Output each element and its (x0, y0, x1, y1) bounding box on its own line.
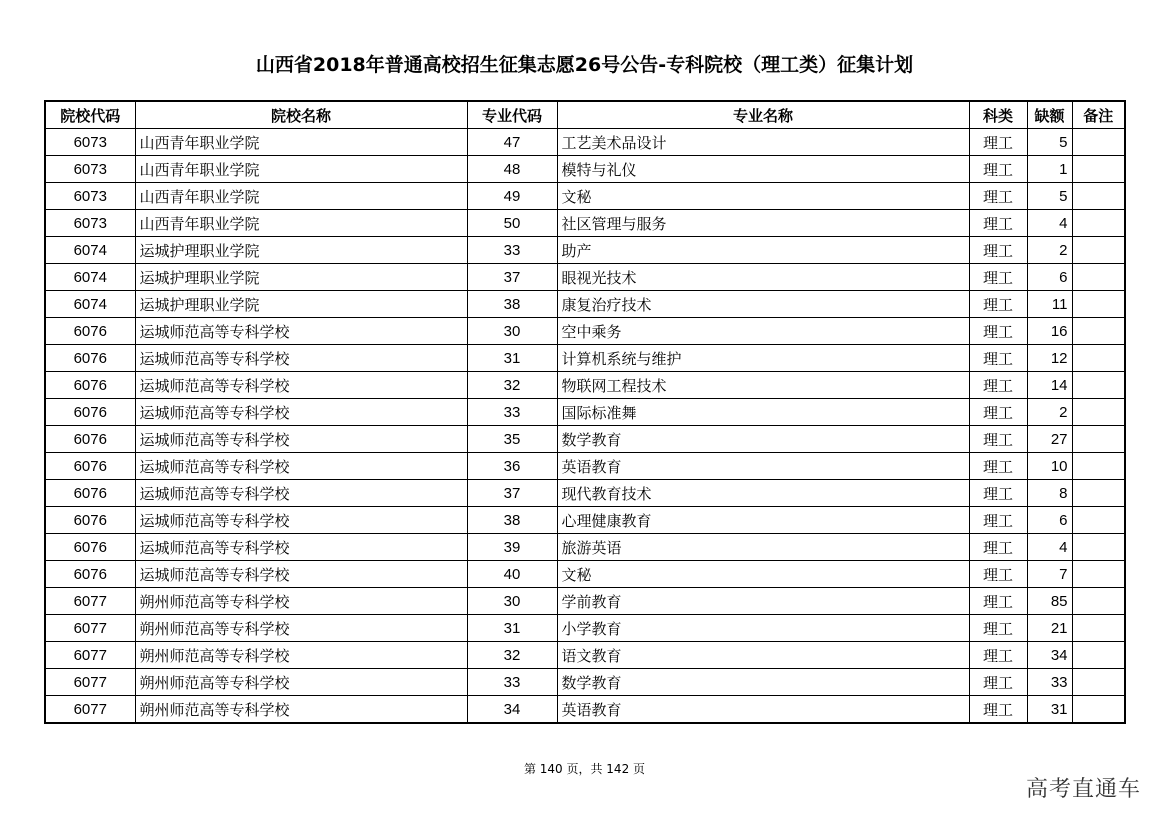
category-cell: 理工 (969, 480, 1027, 507)
category-cell: 理工 (969, 291, 1027, 318)
category-cell: 理工 (969, 399, 1027, 426)
major-code-cell: 38 (467, 507, 557, 534)
vacancy-cell: 1 (1027, 156, 1072, 183)
major-code-cell: 31 (467, 615, 557, 642)
table-row (45, 480, 1125, 507)
school-name-cell: 山西青年职业学院 (135, 183, 467, 210)
note-cell (1072, 615, 1125, 642)
major-code-cell: 32 (467, 642, 557, 669)
table-row (45, 183, 1125, 210)
vacancy-cell: 12 (1027, 345, 1072, 372)
note-cell (1072, 237, 1125, 264)
note-cell (1072, 156, 1125, 183)
vacancy-cell: 2 (1027, 237, 1072, 264)
school-code-cell: 6076 (45, 318, 135, 345)
school-name-cell: 朔州师范高等专科学校 (135, 696, 467, 724)
vacancy-cell: 2 (1027, 399, 1072, 426)
note-cell (1072, 480, 1125, 507)
vacancy-cell: 7 (1027, 561, 1072, 588)
school-code-cell: 6076 (45, 345, 135, 372)
category-cell: 理工 (969, 642, 1027, 669)
major-code-cell: 37 (467, 480, 557, 507)
vacancy-cell: 27 (1027, 426, 1072, 453)
major-code-cell: 35 (467, 426, 557, 453)
school-code-cell: 6077 (45, 669, 135, 696)
school-code-cell: 6076 (45, 480, 135, 507)
vacancy-cell: 21 (1027, 615, 1072, 642)
school-code-cell: 6076 (45, 426, 135, 453)
vacancy-cell: 4 (1027, 534, 1072, 561)
note-cell (1072, 507, 1125, 534)
vacancy-cell: 6 (1027, 507, 1072, 534)
vacancy-cell: 16 (1027, 318, 1072, 345)
category-cell: 理工 (969, 156, 1027, 183)
table-row (45, 615, 1125, 642)
table-row (45, 345, 1125, 372)
major-name-cell: 现代教育技术 (557, 480, 969, 507)
school-code-cell: 6074 (45, 237, 135, 264)
note-cell (1072, 264, 1125, 291)
table-row (45, 372, 1125, 399)
major-code-cell: 33 (467, 237, 557, 264)
major-code-cell: 40 (467, 561, 557, 588)
school-code-cell: 6073 (45, 183, 135, 210)
school-name-cell: 运城师范高等专科学校 (135, 345, 467, 372)
major-name-cell: 学前教育 (557, 588, 969, 615)
school-code-cell: 6077 (45, 588, 135, 615)
category-cell: 理工 (969, 237, 1027, 264)
note-cell (1072, 399, 1125, 426)
vacancy-cell: 5 (1027, 129, 1072, 156)
note-cell (1072, 642, 1125, 669)
vacancy-cell: 31 (1027, 696, 1072, 724)
vacancy-cell: 10 (1027, 453, 1072, 480)
header-school-code: 院校代码 (45, 101, 135, 129)
school-code-cell: 6074 (45, 291, 135, 318)
note-cell (1072, 372, 1125, 399)
header-note: 备注 (1072, 101, 1125, 129)
category-cell: 理工 (969, 669, 1027, 696)
school-name-cell: 运城师范高等专科学校 (135, 480, 467, 507)
header-school-name: 院校名称 (135, 101, 467, 129)
vacancy-cell: 5 (1027, 183, 1072, 210)
table-row (45, 129, 1125, 156)
vacancy-cell: 85 (1027, 588, 1072, 615)
major-name-cell: 数学教育 (557, 669, 969, 696)
note-cell (1072, 669, 1125, 696)
major-name-cell: 社区管理与服务 (557, 210, 969, 237)
note-cell (1072, 183, 1125, 210)
note-cell (1072, 129, 1125, 156)
table-row (45, 426, 1125, 453)
major-name-cell: 国际标准舞 (557, 399, 969, 426)
table-row (45, 588, 1125, 615)
school-code-cell: 6074 (45, 264, 135, 291)
note-cell (1072, 534, 1125, 561)
vacancy-cell: 14 (1027, 372, 1072, 399)
school-name-cell: 运城师范高等专科学校 (135, 453, 467, 480)
category-cell: 理工 (969, 588, 1027, 615)
school-name-cell: 运城师范高等专科学校 (135, 534, 467, 561)
major-code-cell: 33 (467, 669, 557, 696)
note-cell (1072, 318, 1125, 345)
header-major-code: 专业代码 (467, 101, 557, 129)
page-number: 第 140 页，共 142 页 (523, 762, 646, 776)
table-row (45, 237, 1125, 264)
school-name-cell: 山西青年职业学院 (135, 129, 467, 156)
major-name-cell: 计算机系统与维护 (557, 345, 969, 372)
major-code-cell: 32 (467, 372, 557, 399)
table-row (45, 534, 1125, 561)
vacancy-cell: 6 (1027, 264, 1072, 291)
table-header-row (45, 101, 1125, 129)
note-cell (1072, 588, 1125, 615)
major-name-cell: 眼视光技术 (557, 264, 969, 291)
major-code-cell: 47 (467, 129, 557, 156)
school-name-cell: 山西青年职业学院 (135, 156, 467, 183)
category-cell: 理工 (969, 129, 1027, 156)
major-name-cell: 康复治疗技术 (557, 291, 969, 318)
major-code-cell: 50 (467, 210, 557, 237)
vacancy-cell: 4 (1027, 210, 1072, 237)
category-cell: 理工 (969, 183, 1027, 210)
major-code-cell: 30 (467, 588, 557, 615)
school-code-cell: 6076 (45, 399, 135, 426)
enrollment-plan-table (44, 100, 1126, 724)
category-cell: 理工 (969, 210, 1027, 237)
major-name-cell: 小学教育 (557, 615, 969, 642)
major-name-cell: 文秘 (557, 561, 969, 588)
major-name-cell: 英语教育 (557, 453, 969, 480)
table-row (45, 696, 1125, 724)
major-name-cell: 物联网工程技术 (557, 372, 969, 399)
category-cell: 理工 (969, 534, 1027, 561)
vacancy-cell: 33 (1027, 669, 1072, 696)
school-name-cell: 朔州师范高等专科学校 (135, 588, 467, 615)
major-name-cell: 工艺美术品设计 (557, 129, 969, 156)
table-row (45, 291, 1125, 318)
vacancy-cell: 8 (1027, 480, 1072, 507)
major-code-cell: 48 (467, 156, 557, 183)
school-code-cell: 6073 (45, 210, 135, 237)
school-code-cell: 6076 (45, 453, 135, 480)
school-name-cell: 运城师范高等专科学校 (135, 318, 467, 345)
table-row (45, 453, 1125, 480)
header-category: 科类 (969, 101, 1027, 129)
school-name-cell: 运城护理职业学院 (135, 291, 467, 318)
school-code-cell: 6073 (45, 156, 135, 183)
major-name-cell: 数学教育 (557, 426, 969, 453)
major-code-cell: 34 (467, 696, 557, 724)
school-name-cell: 运城师范高等专科学校 (135, 426, 467, 453)
table-row (45, 642, 1125, 669)
category-cell: 理工 (969, 264, 1027, 291)
table-row (45, 318, 1125, 345)
major-code-cell: 39 (467, 534, 557, 561)
category-cell: 理工 (969, 615, 1027, 642)
major-code-cell: 36 (467, 453, 557, 480)
table-row (45, 156, 1125, 183)
major-code-cell: 30 (467, 318, 557, 345)
major-name-cell: 英语教育 (557, 696, 969, 724)
category-cell: 理工 (969, 318, 1027, 345)
document-title: 山西省2018年普通高校招生征集志愿26号公告-专科院校（理工类）征集计划 (255, 54, 914, 76)
school-code-cell: 6076 (45, 534, 135, 561)
school-name-cell: 运城师范高等专科学校 (135, 561, 467, 588)
category-cell: 理工 (969, 696, 1027, 724)
table-row (45, 669, 1125, 696)
watermark: 高考直通车 (1025, 777, 1141, 802)
school-name-cell: 山西青年职业学院 (135, 210, 467, 237)
category-cell: 理工 (969, 426, 1027, 453)
note-cell (1072, 453, 1125, 480)
major-name-cell: 心理健康教育 (557, 507, 969, 534)
major-name-cell: 空中乘务 (557, 318, 969, 345)
note-cell (1072, 561, 1125, 588)
school-code-cell: 6077 (45, 615, 135, 642)
school-code-cell: 6077 (45, 696, 135, 724)
school-name-cell: 运城护理职业学院 (135, 237, 467, 264)
school-name-cell: 朔州师范高等专科学校 (135, 642, 467, 669)
header-major-name: 专业名称 (557, 101, 969, 129)
note-cell (1072, 426, 1125, 453)
major-name-cell: 文秘 (557, 183, 969, 210)
school-name-cell: 运城师范高等专科学校 (135, 399, 467, 426)
school-code-cell: 6077 (45, 642, 135, 669)
category-cell: 理工 (969, 372, 1027, 399)
table-row (45, 561, 1125, 588)
table-row (45, 210, 1125, 237)
school-name-cell: 运城师范高等专科学校 (135, 507, 467, 534)
header-vacancy: 缺额 (1027, 101, 1072, 129)
table-row (45, 264, 1125, 291)
category-cell: 理工 (969, 345, 1027, 372)
major-name-cell: 旅游英语 (557, 534, 969, 561)
category-cell: 理工 (969, 507, 1027, 534)
major-name-cell: 助产 (557, 237, 969, 264)
vacancy-cell: 11 (1027, 291, 1072, 318)
major-code-cell: 31 (467, 345, 557, 372)
school-name-cell: 朔州师范高等专科学校 (135, 669, 467, 696)
school-code-cell: 6076 (45, 507, 135, 534)
note-cell (1072, 345, 1125, 372)
major-code-cell: 33 (467, 399, 557, 426)
school-code-cell: 6076 (45, 372, 135, 399)
major-name-cell: 语文教育 (557, 642, 969, 669)
major-name-cell: 模特与礼仪 (557, 156, 969, 183)
major-code-cell: 37 (467, 264, 557, 291)
category-cell: 理工 (969, 453, 1027, 480)
vacancy-cell: 34 (1027, 642, 1072, 669)
table-row (45, 399, 1125, 426)
category-cell: 理工 (969, 561, 1027, 588)
school-name-cell: 运城师范高等专科学校 (135, 372, 467, 399)
note-cell (1072, 696, 1125, 724)
table-row (45, 507, 1125, 534)
note-cell (1072, 291, 1125, 318)
note-cell (1072, 210, 1125, 237)
major-code-cell: 49 (467, 183, 557, 210)
school-code-cell: 6076 (45, 561, 135, 588)
school-code-cell: 6073 (45, 129, 135, 156)
major-code-cell: 38 (467, 291, 557, 318)
school-name-cell: 朔州师范高等专科学校 (135, 615, 467, 642)
school-name-cell: 运城护理职业学院 (135, 264, 467, 291)
